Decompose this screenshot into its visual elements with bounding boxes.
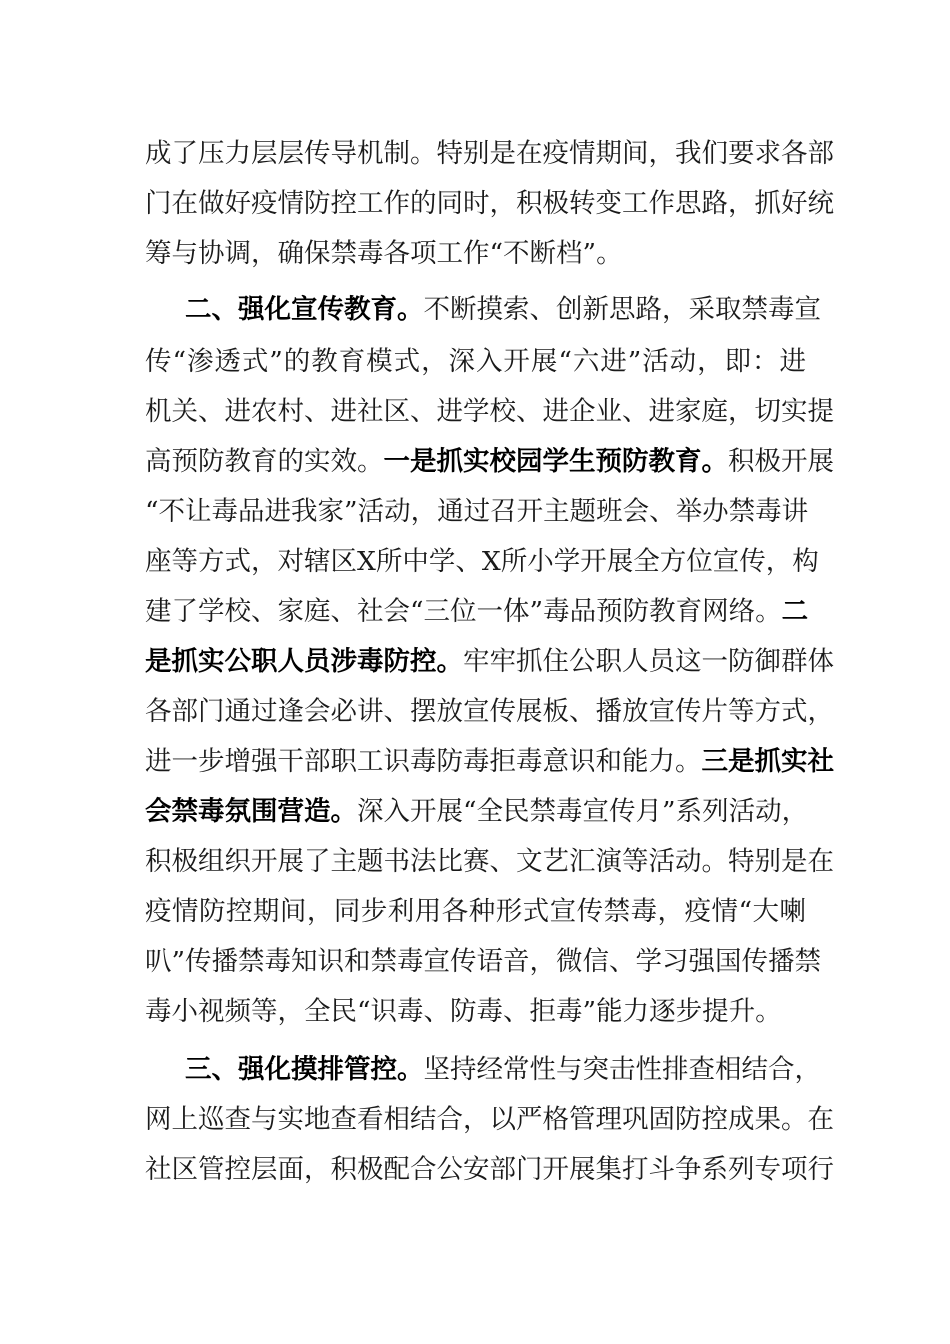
text-run: 叭”传播禁毒知识和禁毒宣传语音，微信、学习强国传播禁: [145, 946, 822, 977]
text-line: [145, 645, 834, 679]
text-run: “不让毒品进我家”活动，通过召开主题班会、举办禁毒讲: [145, 496, 809, 527]
text-run: 建了学校、家庭、社会“三位一体”毒品预防教育网络。: [145, 596, 782, 627]
bold-text-run: 会禁毒氛围营造。: [145, 796, 357, 827]
text-run: 进一步增强干部职工识毒防毒拒毒意识和能力。: [145, 746, 702, 777]
bold-text-run: 三是抓实社: [701, 746, 834, 777]
bold-text-run: 三、强化摸排管控。: [185, 1054, 424, 1085]
section-heading-line: [185, 293, 821, 327]
text-run: 筹与协调，确保禁毒各项工作“不断档”。: [145, 238, 623, 269]
bold-text-run: 二: [781, 596, 809, 627]
text-line: [145, 545, 819, 579]
text-run: 毒小视频等，全民“识毒、防毒、拒毒”能力逐步提升。: [145, 996, 782, 1027]
text-line: [145, 445, 834, 479]
text-run: 座等方式，对辖区X所中学、X所小学开展全方位宣传，构: [145, 546, 819, 577]
text-line: [145, 1103, 834, 1137]
text-run: 各部门通过逢会必讲、摆放宣传展板、播放宣传片等方式，: [145, 696, 834, 727]
text-line: [145, 945, 822, 979]
text-run: 牢牢抓住公职人员这一防御群体: [463, 646, 834, 677]
text-run: 高预防教育的实效。: [145, 446, 384, 477]
text-line: [145, 1153, 834, 1187]
text-line: [145, 995, 806, 1029]
text-run: 社区管控层面，积极配合公安部门开展集打斗争系列专项行: [145, 1154, 834, 1185]
text-line: [145, 495, 809, 529]
text-line: [145, 187, 834, 221]
text-line: [145, 845, 834, 879]
text-line: [145, 137, 834, 171]
text-line: [145, 345, 806, 379]
text-line: [145, 237, 806, 271]
text-run: 深入开展“全民禁毒宣传月”系列活动，: [357, 796, 809, 827]
text-line: [145, 745, 834, 779]
text-line: [145, 795, 809, 829]
text-run: 成了压力层层传导机制。特别是在疫情期间，我们要求各部: [145, 138, 834, 169]
bold-text-run: 是抓实公职人员涉毒防控。: [145, 646, 463, 677]
text-line: [145, 695, 834, 729]
text-line: [145, 395, 834, 429]
bold-text-run: 一是抓实校园学生预防教育。: [383, 446, 728, 477]
section-heading-line: [185, 1053, 821, 1087]
text-run: 坚持经常性与突击性排查相结合，: [423, 1054, 821, 1085]
text-run: 网上巡查与实地查看相结合，以严格管理巩固防控成果。在: [145, 1104, 834, 1135]
text-run: 传“渗透式”的教育模式，深入开展“六进”活动，即：进: [145, 346, 806, 377]
text-line: [145, 895, 806, 929]
text-run: 积极开展: [728, 446, 834, 477]
text-run: 机关、进农村、进社区、进学校、进企业、进家庭，切实提: [145, 396, 834, 427]
text-run: 不断摸索、创新思路，采取禁毒宣: [423, 294, 821, 325]
bold-text-run: 二、强化宣传教育。: [185, 294, 424, 325]
text-run: 门在做好疫情防控工作的同时，积极转变工作思路，抓好统: [145, 188, 834, 219]
text-line: [145, 595, 809, 629]
text-run: 疫情防控期间，同步利用各种形式宣传禁毒，疫情“大喇: [145, 896, 806, 927]
text-run: 积极组织开展了主题书法比赛、文艺汇演等活动。特别是在: [145, 846, 834, 877]
